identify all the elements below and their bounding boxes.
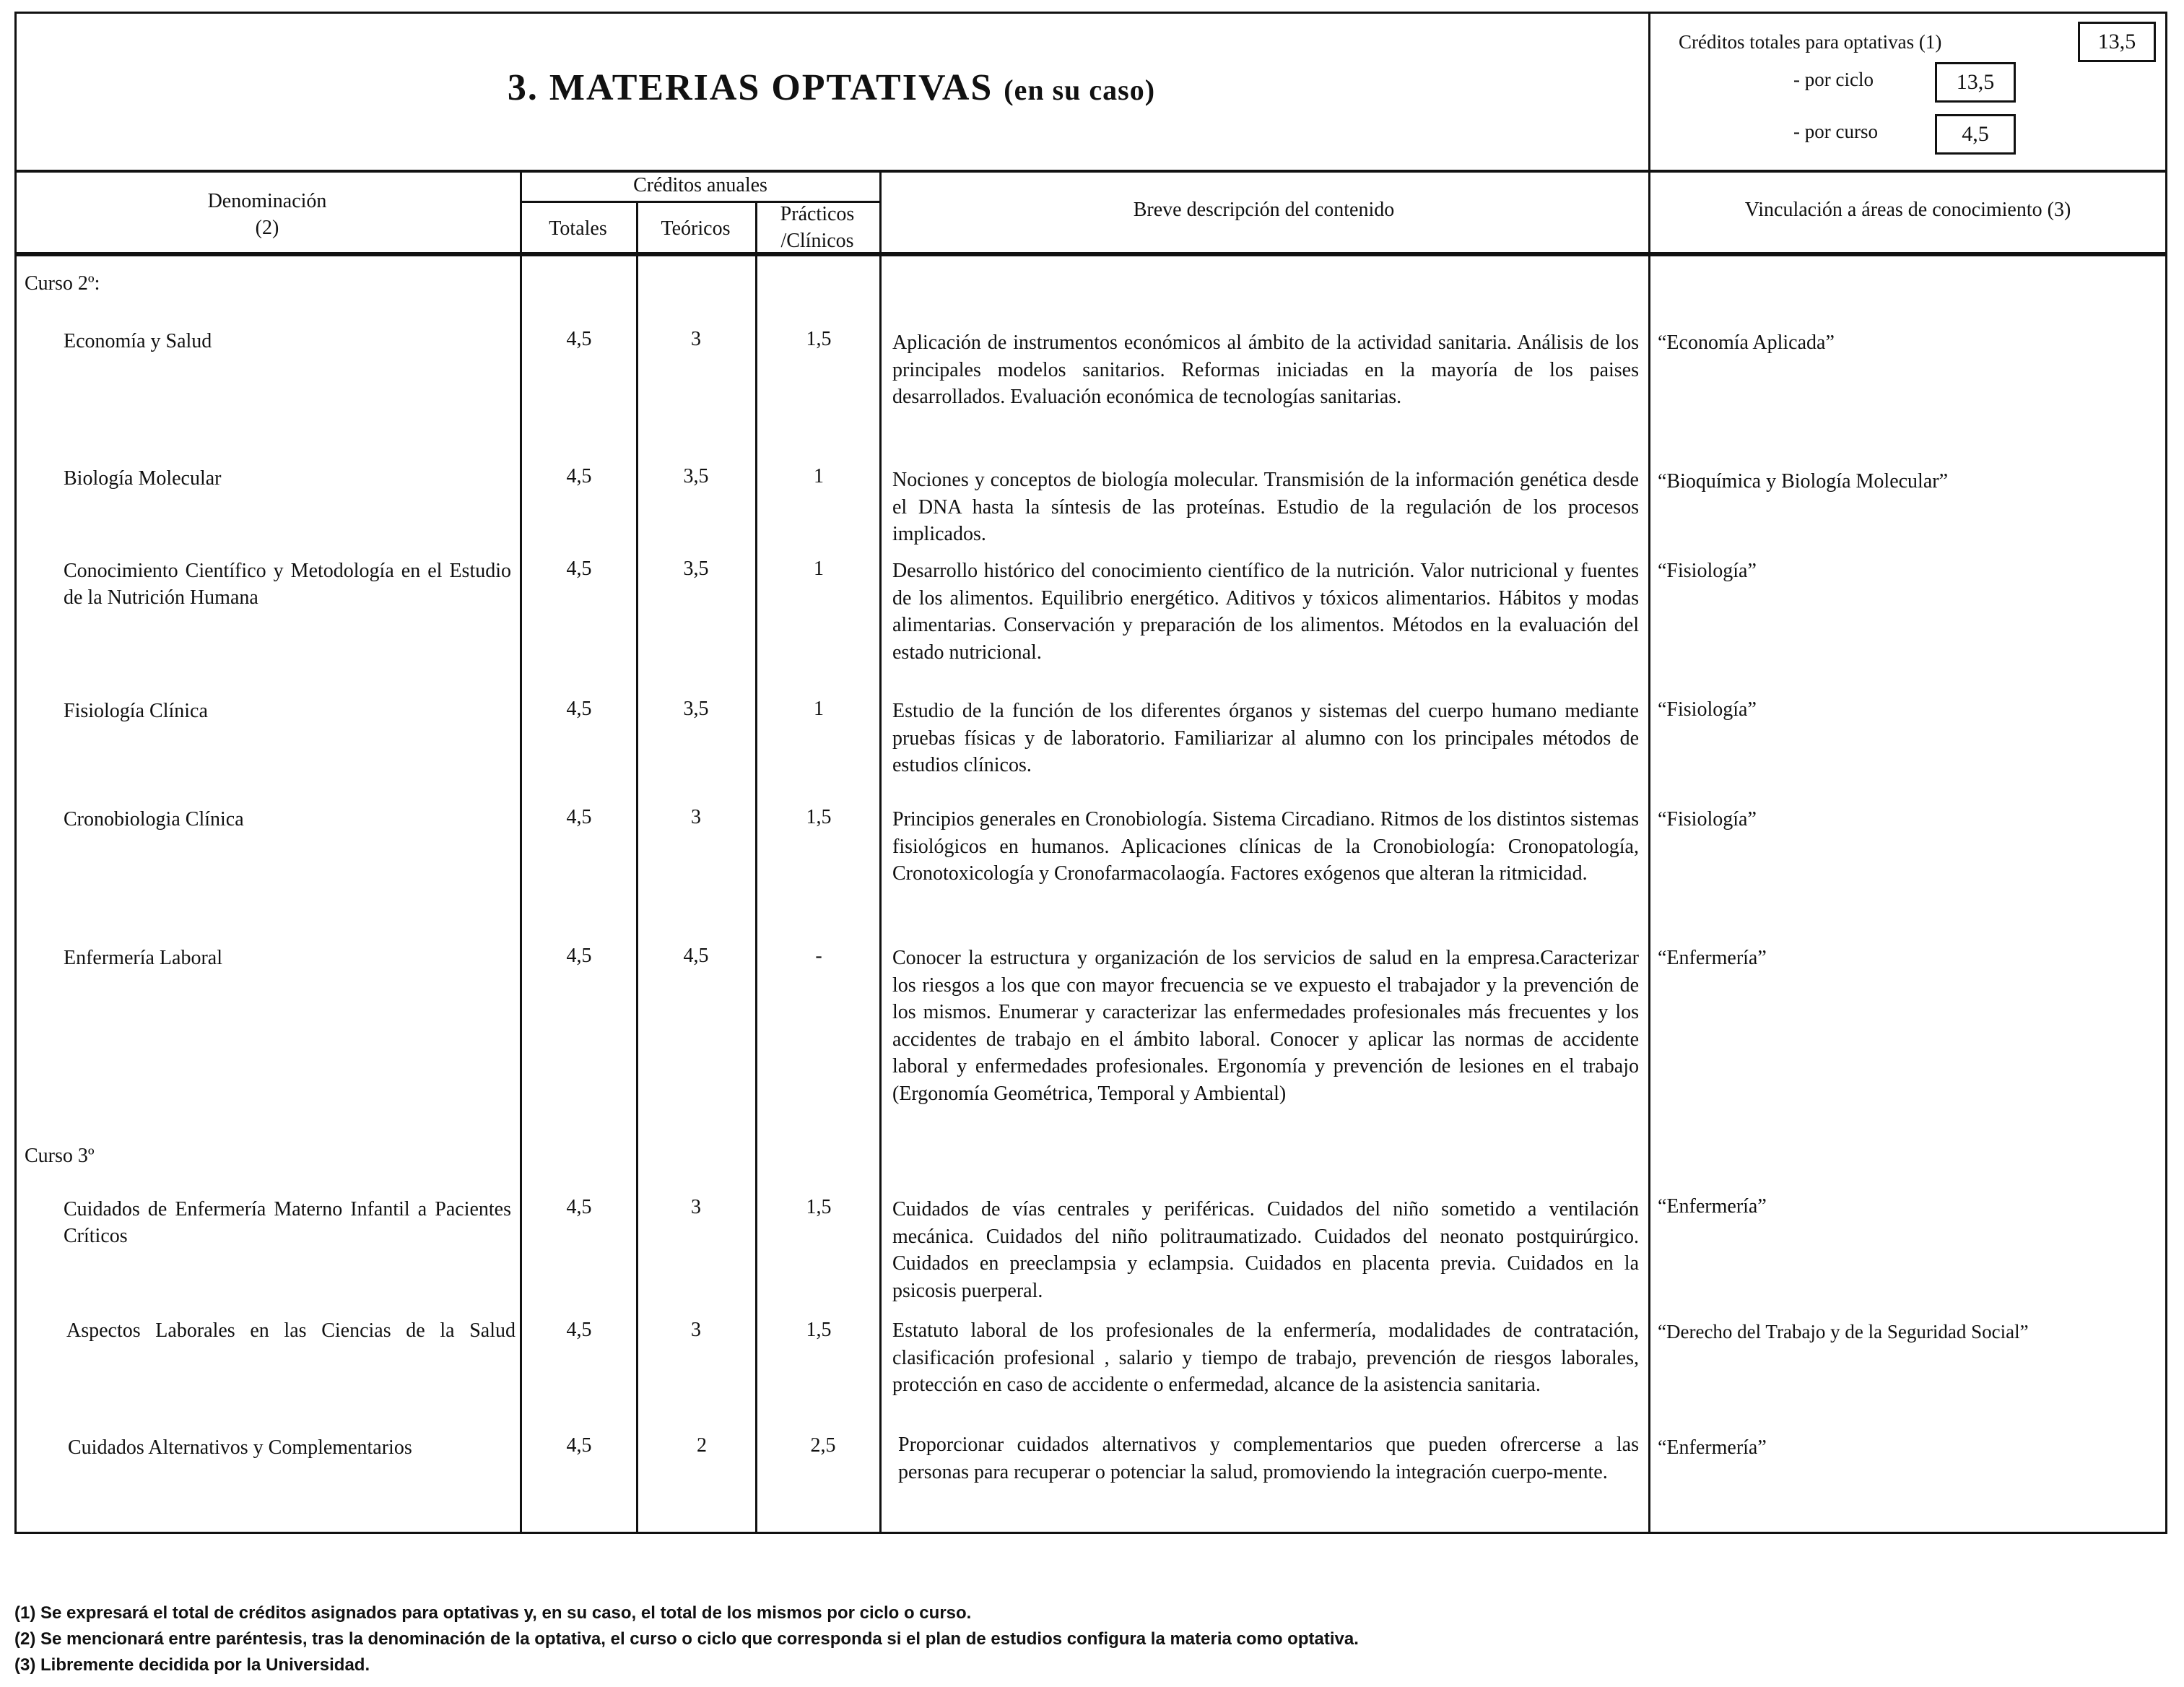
footnote-3: (3) Libremente decidida por la Universidad. [14, 1655, 370, 1675]
col-descripcion: Breve descripción del contenido [1133, 199, 1395, 221]
row-practicos: 1 [814, 465, 824, 487]
row-practicos: 1,5 [806, 1196, 832, 1218]
body-divider-5 [1648, 254, 1650, 1534]
title-main: 3. MATERIAS OPTATIVAS [507, 67, 993, 108]
row-teoricos: 4,5 [683, 945, 709, 967]
row-area: “Fisiología” [1658, 560, 1757, 582]
row-teoricos: 3,5 [683, 558, 709, 580]
row-description: Estudio de la función de los diferentes órganos y sistemas del cuerpo humano mediante pruebas físicas y de laboratorio. Familiarizar al alumno con los principales métodos de estudios clínicos. [892, 700, 1639, 776]
row-teoricos: 3 [691, 1196, 701, 1218]
row-totales: 4,5 [566, 558, 592, 580]
row-name: Aspectos Laborales en las Ciencias de la Salud [66, 1319, 515, 1342]
per-course-label: - por curso [1793, 121, 1878, 142]
body-divider-2 [636, 254, 638, 1534]
row-description: Cuidados de vías centrales y periféricas. Cuidados del niño sometido a ventilación mecánica. Cuidados del niño politraumatizado. Cuidados del neonato postquirúrgico. Cuidados en preeclampsia y eclampsia. Cuidados en placenta previa. Cuidados en la psicosis puerperal. [892, 1198, 1639, 1302]
row-teoricos: 3,5 [683, 698, 709, 720]
row-totales: 4,5 [566, 1434, 592, 1457]
footnote-2: (2) Se mencionará entre paréntesis, tras la denominación de la optativa, el curso o ciclo que corresponda si el plan de estudios configura la materia como optativa. [14, 1629, 1359, 1649]
row-name: Fisiología Clínica [64, 700, 208, 722]
row-teoricos: 2 [697, 1434, 707, 1457]
row-area: “Enfermería” [1658, 1195, 1767, 1218]
col-denominacion-line1: Denominación [207, 190, 327, 212]
per-cycle-label: - por ciclo [1793, 69, 1874, 90]
credits-total-value: 13,5 [2078, 22, 2156, 62]
row-name: Cuidados Alternativos y Complementarios [68, 1436, 412, 1459]
row-area: “Enfermería” [1658, 1436, 1767, 1459]
row-totales: 4,5 [566, 806, 592, 828]
row-name: Biología Molecular [64, 467, 222, 490]
row-name: Enfermería Laboral [64, 947, 222, 969]
col-denominacion [14, 188, 520, 241]
row-name: Conocimiento Científico y Metodología en el Estudio de la Nutrición Humana [64, 560, 511, 609]
row-practicos: 1,5 [806, 806, 832, 828]
col-teoricos: Teóricos [661, 217, 731, 240]
row-description: Nociones y conceptos de biología molecular. Transmisión de la información genética desde el DNA hasta la síntesis de las proteínas. Estudio de la regulación de los procesos implicados. [892, 469, 1639, 545]
row-practicos: 1 [814, 558, 824, 580]
col-practicos [755, 201, 879, 254]
footnotes [14, 1600, 2166, 1678]
row-description: Principios generales en Cronobiología. Sistema Circadiano. Ritmos de los distintos sistemas fisiológicos en humanos. Aplicaciones clínicas de la Cronobiología: Cronopatología, Cronotoxicología y Cronofarmacolaogía. Factores exógenos que alteran la ritmicidad. [892, 808, 1639, 885]
body-divider-3 [755, 254, 757, 1534]
row-totales: 4,5 [566, 465, 592, 487]
row-totales: 4,5 [566, 945, 592, 967]
row-description: Conocer la estructura y organización de los servicios de salud en la empresa.Caracterizar los riesgos a los que con mayor frecuencia se ve expuesto el trabajador y la prevención de los mismos. Enumerar y caracterizar las enfermedades profesionales más frecuentes y los accidentes de trabajo en el ámbito laboral. Conocer y aplicar las normas de accidente laboral y enfermedades profesionales. Ergonomía y prevención de lesiones en el trabajo (Ergonomía Geométrica, Temporal y Ambiental) [892, 947, 1639, 1105]
row-practicos: - [815, 945, 822, 967]
credits-total-label: Créditos totales para optativas (1) [1679, 31, 1942, 53]
body-divider-4 [879, 254, 882, 1534]
row-teoricos: 3,5 [683, 465, 709, 487]
section-curso-3: Curso 3º [25, 1145, 95, 1167]
row-area: “Enfermería” [1658, 947, 1767, 969]
row-name: Cuidados de Enfermería Materno Infantil a Pacientes Críticos [64, 1198, 511, 1247]
row-area: “Fisiología” [1658, 808, 1757, 831]
row-practicos: 2,5 [810, 1434, 836, 1457]
per-cycle-value: 13,5 [1935, 62, 2016, 103]
body-divider-1 [520, 254, 522, 1534]
row-practicos: 1 [814, 698, 824, 720]
header-divider [1648, 12, 1650, 172]
row-practicos: 1,5 [806, 328, 832, 350]
row-description: Proporcionar cuidados alternativos y complementarios que pueden ofrercerse a las personas para recuperar o potenciar la salud, promoviendo la integración cuerpo-mente. [898, 1434, 1639, 1483]
per-course-value: 4,5 [1935, 114, 2016, 155]
row-description: Aplicación de instrumentos económicos al ámbito de la actividad sanitaria. Análisis de los principales modelos sanitarios. Reformas iniciadas en la mayoría de los paises desarrollados. Evaluación económica de tecnologías sanitarias. [892, 331, 1639, 408]
row-totales: 4,5 [566, 328, 592, 350]
col-practicos-line1: Prácticos [780, 203, 855, 225]
row-area: “Fisiología” [1658, 698, 1757, 721]
row-name: Economía y Salud [64, 330, 212, 352]
title-sub: (en su caso) [1004, 74, 1156, 106]
row-teoricos: 3 [691, 1319, 701, 1341]
row-description: Desarrollo histórico del conocimiento científico de la nutrición. Valor nutricional y fuentes de los alimentos. Equilibrio energético. Aditivos y tóxicos alimentarios. Hábitos y modas alimentarias. Conservación y preparación de los alimentos. Métodos en la evaluación del estado nutricional. [892, 560, 1639, 664]
row-totales: 4,5 [566, 1196, 592, 1218]
footnote-1: (1) Se expresará el total de créditos asignados para optativas y, en su caso, el total de los mismos por ciclo o curso. [14, 1603, 972, 1623]
page-title [14, 66, 1648, 109]
row-totales: 4,5 [566, 698, 592, 720]
col-practicos-line2: /Clínicos [780, 230, 854, 252]
row-area: “Bioquímica y Biología Molecular” [1658, 470, 1949, 493]
row-teoricos: 3 [691, 806, 701, 828]
row-area: “Derecho del Trabajo y de la Seguridad Social” [1658, 1321, 2029, 1343]
col-denominacion-line2: (2) [255, 217, 279, 239]
section-curso-2: Curso 2º: [25, 272, 100, 295]
col-vinculacion: Vinculación a áreas de conocimiento (3) [1744, 199, 2071, 221]
row-area: “Economía Aplicada” [1658, 331, 1835, 354]
row-teoricos: 3 [691, 328, 701, 350]
col-totales: Totales [549, 217, 607, 240]
row-description: Estatuto laboral de los profesionales de la enfermería, modalidades de contratación, clasificación profesional , salario y tiempo de trabajo, prevención de riesgos laborales, protección en caso de accidente o enfermedad, alcance de la asistencia sanitaria. [892, 1319, 1639, 1396]
row-totales: 4,5 [566, 1319, 592, 1341]
col-creditos-anuales: Créditos anuales [633, 174, 767, 196]
row-name: Cronobiologia Clínica [64, 808, 244, 831]
row-practicos: 1,5 [806, 1319, 832, 1341]
